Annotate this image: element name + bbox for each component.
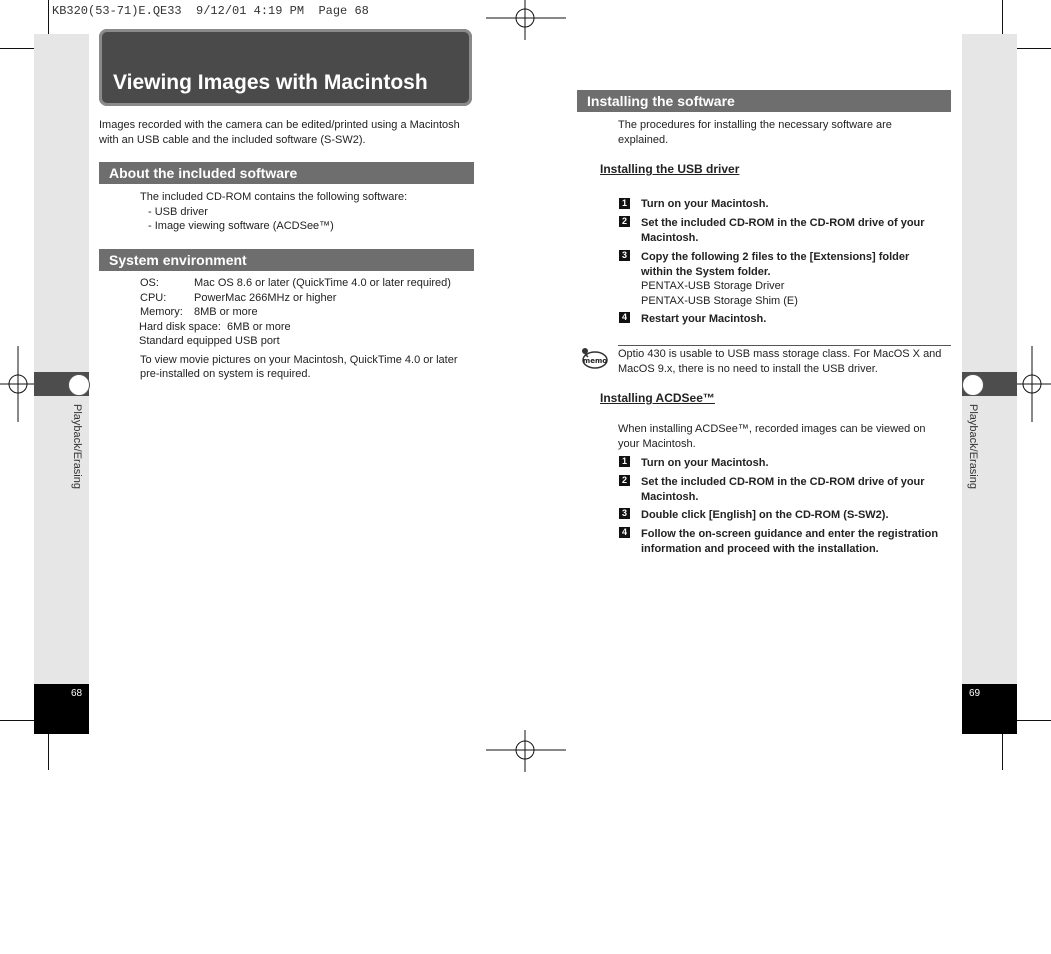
- step-text: Follow the on-screen guidance and enter the registration information and proceed with the installation.: [641, 528, 939, 555]
- memo-icon: [580, 346, 608, 372]
- page-number: 69: [969, 688, 981, 699]
- step-number: 4: [619, 312, 630, 323]
- memo-icon-label: memo: [582, 357, 608, 365]
- intro-text: Images recorded with the camera can be edited/printed using a Macintosh with an USB cable and the included software (S-SW2).: [99, 119, 460, 146]
- step-text: Set the included CD-ROM in the CD-ROM drive of your Macintosh.: [641, 217, 925, 244]
- memo-text: Optio 430 is usable to USB mass storage class. For MacOS X and MacOS 9.x, there is no need to install the USB driver.: [618, 348, 942, 375]
- step-text: Double click [English] on the CD-ROM (S-SW2).: [641, 509, 889, 521]
- system-spec-table: OS: Mac OS 8.6 or later (QuickTime 4.0 or later required) CPU: PowerMac 266MHz or higher Memory: 8MB or more Hard disk space: 6MB or more Standard equipped USB port To view movie pictures on your Macintosh, QuickTime 4.0 or later pre-installed on system is required.: [140, 276, 480, 382]
- step-number: 2: [619, 216, 630, 227]
- page-number: 68: [71, 688, 83, 699]
- step-text: Restart your Macintosh.: [641, 313, 767, 325]
- registration-mark-right: [1011, 346, 1051, 422]
- step-text: Set the included CD-ROM in the CD-ROM drive of your Macintosh.: [641, 476, 925, 503]
- system-row: Memory: 8MB or more: [140, 306, 258, 318]
- system-row: OS: Mac OS 8.6 or later (QuickTime 4.0 or later required): [140, 277, 451, 289]
- step-number: 2: [619, 475, 630, 486]
- side-label: Playback/Erasing: [71, 404, 83, 489]
- tab-circle: [962, 374, 984, 396]
- about-text: The included CD-ROM contains the following software: - USB driver - Image viewing software (ACDSee™): [140, 191, 408, 232]
- registration-mark-top: [486, 0, 566, 40]
- step-number: 3: [619, 250, 630, 261]
- section-heading-install: Installing the software: [577, 90, 951, 112]
- print-slug: KB320(53-71)E.QE33 9/12/01 4:19 PM Page 68: [52, 4, 369, 18]
- registration-mark-bottom: [486, 730, 566, 772]
- memo-divider: [618, 345, 951, 346]
- step-text: Copy the following 2 files to the [Extensions] folder within the System folder. PENTAX-USB Storage Driver PENTAX-USB Storage Shim (E): [641, 251, 910, 307]
- step-number: 3: [619, 508, 630, 519]
- subheading-acdsee: Installing ACDSee™: [600, 391, 715, 405]
- side-label: Playback/Erasing: [967, 404, 979, 489]
- step-text: Turn on your Macintosh.: [641, 457, 769, 469]
- step-number: 1: [619, 456, 630, 467]
- acdsee-intro: When installing ACDSee™, recorded images can be viewed on your Macintosh.: [618, 423, 926, 450]
- section-heading-system: System environment: [99, 249, 474, 271]
- install-intro: The procedures for installing the necessary software are explained.: [618, 119, 892, 146]
- section-heading-about: About the included software: [99, 162, 474, 184]
- step-text: Turn on your Macintosh.: [641, 198, 769, 210]
- system-row: CPU: PowerMac 266MHz or higher: [140, 291, 337, 304]
- page-title: Viewing Images with Macintosh: [113, 71, 428, 94]
- subheading-usb-driver: Installing the USB driver: [600, 162, 740, 176]
- step-number: 1: [619, 198, 630, 209]
- page-title-box: [99, 29, 472, 106]
- tab-circle: [68, 374, 90, 396]
- step-number: 4: [619, 527, 630, 538]
